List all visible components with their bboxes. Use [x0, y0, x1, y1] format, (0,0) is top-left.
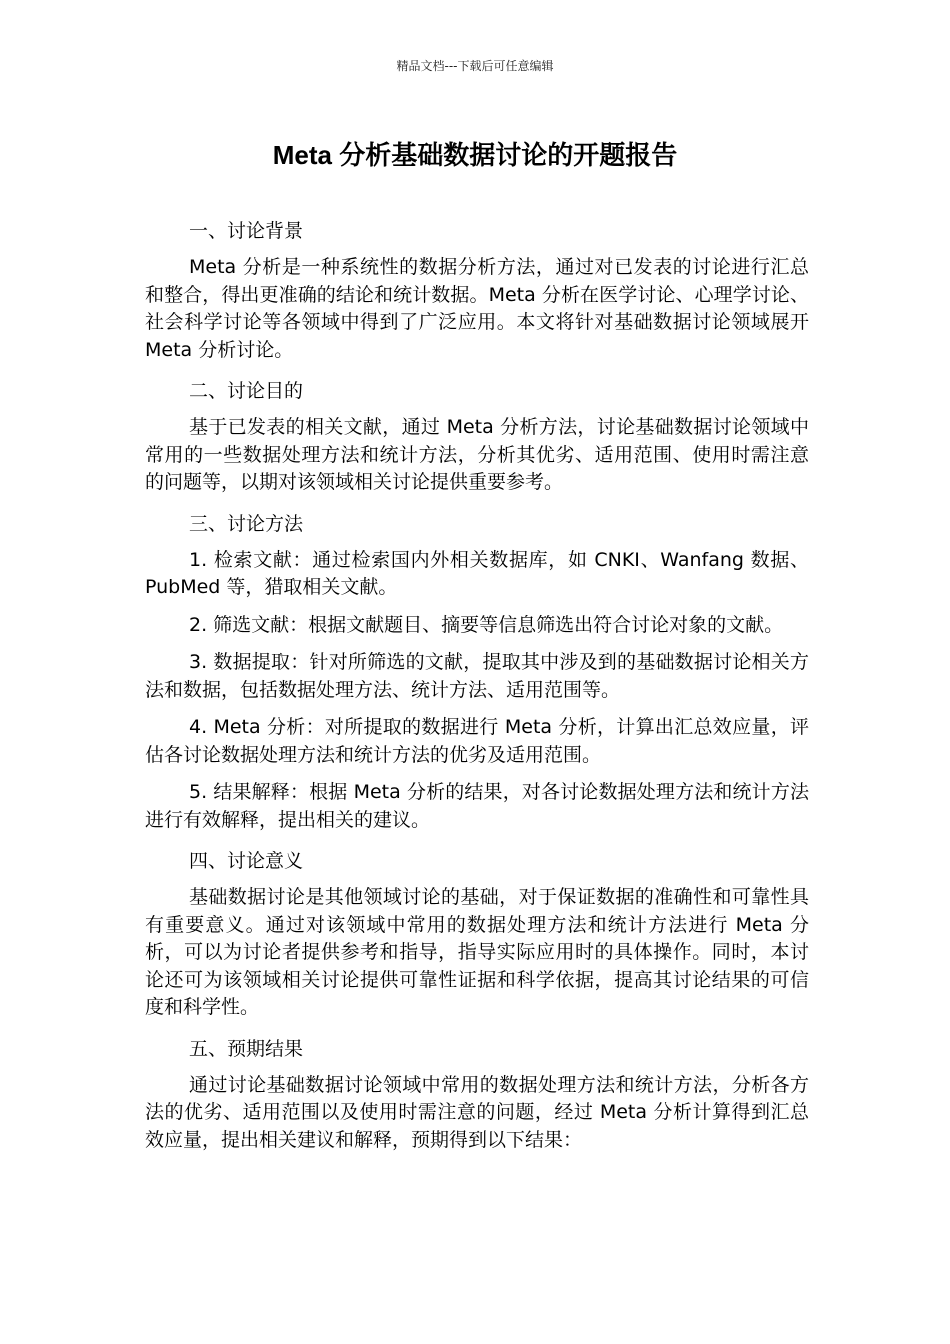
- section-heading: 四、讨论意义: [189, 850, 304, 872]
- section-expected-results: [145, 1032, 809, 1155]
- section-background: [145, 214, 809, 364]
- method-step: 5. 结果解释：根据 Meta 分析的结果，对各讨论数据处理方法和统计方法进行有效解释，提出相关的建议。: [145, 781, 809, 831]
- paragraph: 基础数据讨论是其他领域讨论的基础，对于保证数据的准确性和可靠性具有重要意义。通过对该领域中常用的数据处理方法和统计方法进行 Meta 分析，可以为讨论者提供参考和指导，指导实际应用时的具体操作。同时，本讨论还可为该领域相关讨论提供可靠性证据和科学依据，提高其讨论结果的可信度和科学性。: [145, 886, 809, 1018]
- method-step: 1. 检索文献：通过检索国内外相关数据库，如 CNKI、Wanfang 数据、PubMed 等，猎取相关文献。: [145, 548, 809, 598]
- section-heading: 三、讨论方法: [189, 512, 304, 535]
- section-methods: [145, 507, 809, 835]
- method-step: 4. Meta 分析：对所提取的数据进行 Meta 分析，计算出汇总效应量，评估各讨论数据处理方法和统计方法的优劣及适用范围。: [145, 716, 809, 766]
- section-heading: 五、预期结果: [189, 1037, 304, 1060]
- paragraph: 通过讨论基础数据讨论领域中常用的数据处理方法和统计方法，分析各方法的优劣、适用范围以及使用时需注意的问题，经过 Meta 分析计算得到汇总效应量，提出相关建议和解释，预期得到以下结果：: [145, 1073, 809, 1151]
- method-step: 2. 筛选文献：根据文献题目、摘要等信息筛选出符合讨论对象的文献。: [189, 613, 784, 636]
- section-purpose: [145, 374, 809, 497]
- page-header: 精品文档---下载后可任意编辑: [396, 59, 554, 73]
- section-significance: [145, 844, 809, 1022]
- section-heading: 一、讨论背景: [189, 220, 304, 242]
- section-heading: 二、讨论目的: [189, 380, 304, 402]
- document-title: Meta 分析基础数据讨论的开题报告: [272, 140, 678, 170]
- paragraph: 基于已发表的相关文献，通过 Meta 分析方法，讨论基础数据讨论领域中常用的一些数据处理方法和统计方法，分析其优劣、适用范围、使用时需注意的问题等，以期对该领域相关讨论提供重要参考。: [145, 416, 809, 493]
- document-body: [145, 214, 809, 1164]
- method-step: 3. 数据提取：针对所筛选的文献，提取其中涉及到的基础数据讨论相关方法和数据，包括数据处理方法、统计方法、适用范围等。: [145, 651, 809, 701]
- paragraph: Meta 分析是一种系统性的数据分析方法，通过对已发表的讨论进行汇总和整合，得出更准确的结论和统计数据。Meta 分析在医学讨论、心理学讨论、社会科学讨论等各领域中得到了广泛应用。本文将针对基础数据讨论领域展开 Meta 分析讨论。: [145, 256, 809, 361]
